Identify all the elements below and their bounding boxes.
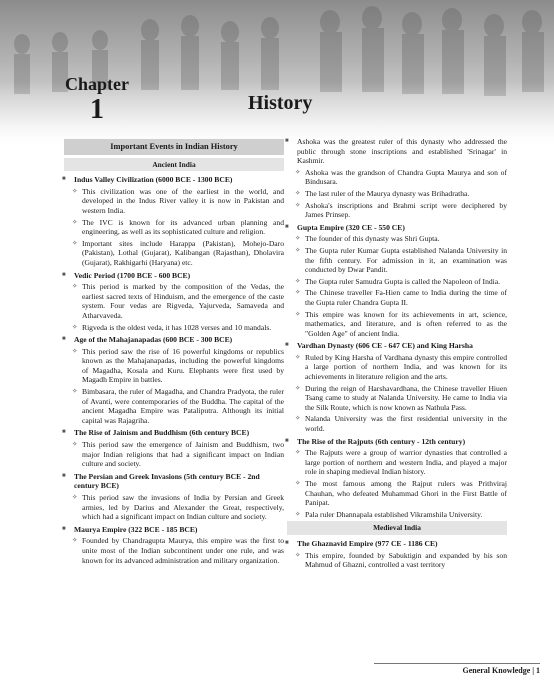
topic-heading: ■ Indus Valley Civilization (6000 BCE - 1300 BCE) (64, 175, 284, 185)
topic-point: ✧ Pala ruler Dhannapala established Vikramshila University. (287, 510, 507, 520)
topic-heading: ■ The Rise of the Rajputs (6th century - 12th century) (287, 437, 507, 447)
topic-point: ✧ During the reign of Harshavardhana, the Chinese traveller Hiuen Tsang came to study at Nalanda University. He came to India via the Silk Route, which is now known as Nathula Pass. (287, 384, 507, 413)
topic-heading: ■ The Persian and Greek Invasions (5th century BCE - 2nd century BCE) (64, 472, 284, 491)
topic-point: ✧ This empire was known for its achievements in art, science, mathematics, and literature, and is often referred to as the "Golden Age" of ancient India. (287, 310, 507, 339)
topic-heading: ■ The Rise of Jainism and Buddhism (6th century BCE) (64, 428, 284, 438)
topic-point: ✧ Important sites include Harappa (Pakistan), Mohejo-Daro (Pakistan), Lothal (Gujarat), Kalibangan (Rajasthan), Dholavira (Gujarat), Rakhigarhi (Haryana) etc. (64, 239, 284, 268)
topic-point: ✧ The Chinese traveller Fa-Hien came to India during the time of the Gupta ruler Chandra Gupta II. (287, 288, 507, 307)
topic-point: ✧ This period saw the rise of 16 powerful kingdoms or republics known as the Mahajanapadas, including the powerful kingdoms of Magadha, Kosala and Kuru. Elephants were first used by Magadh Empire in battles. (64, 347, 284, 385)
topic-point: ✧ This period saw the invasions of India by Persian and Greek armies, led by Darius and Alexander the Great, respectively, which had a significant impact on Indian culture and society. (64, 493, 284, 522)
topic-point: ✧ The founder of this dynasty was Shri Gupta. (287, 234, 507, 244)
topic-point: ✧ Bimbasara, the ruler of Magadha, and Chandra Pradyota, the ruler of Avanti, were contemporaries of the Buddha. The capital of the ancient Magadha Empire was Pataliputra. Although its initial capital was Rajagriha. (64, 387, 284, 425)
topic-point: ✧ This empire, founded by Sabuktigin and expanded by his son Mahmud of Ghazni, controlled a vast territory (287, 551, 507, 570)
chapter-title: History (248, 92, 313, 114)
topic-heading: ■ Vardhan Dynasty (606 CE - 647 CE) and King Harsha (287, 341, 507, 351)
topic-point: ✧ This civilization was one of the earliest in the world, and developed in the Indus River valley it is now in Pakistan and western India. (64, 187, 284, 216)
ashoka-intro: ■ Ashoka was the greatest ruler of this dynasty who addressed the public through stone inscriptions and established 'Srinagar' in Kashmir. (287, 137, 507, 166)
topic-point: ✧ This period saw the emergence of Jainism and Buddhism, two major Indian religions that had a significant impact on Indian culture and society. (64, 440, 284, 469)
topic-point: ✧ Ruled by King Harsha of Vardhana dynasty this empire controlled a large portion of northern India, and was known for its achievements in literature religion and the arts. (287, 353, 507, 382)
chapter-label: Chapter (65, 74, 129, 94)
topic-point: ✧ This period is marked by the composition of the Vedas, the earliest sacred texts of Hinduism, and the emergence of the caste system. Four vedas are Rigveda, Yajurveda, Samaveda and Atharvaveda. (64, 282, 284, 320)
topic-point: ✧ The Gupta ruler Samudra Gupta is called the Napoleon of India. (287, 277, 507, 287)
topic-point: ✧ Founded by Chandragupta Maurya, this empire was the first to unite most of the Indian subcontinent under one rule, and was known for its advanced administration and military organization. (64, 536, 284, 565)
right-column (287, 137, 507, 572)
topic-point: ✧ The IVC is known for its advanced urban planning and engineering, as well as its sophisticated culture and religion. (64, 218, 284, 237)
topic-heading: ■ Vedic Period (1700 BCE - 600 BCE) (64, 271, 284, 281)
page-footer: General Knowledge | 1 (374, 663, 540, 675)
topic-point: ✧ The most famous among the Rajput rulers was Prithviraj Chauhan, who defeated Muhammad Ghori in the First Battle of Panipat. (287, 479, 507, 508)
topic-heading: ■ Age of the Mahajanapadas (600 BCE - 300 BCE) (64, 335, 284, 345)
topic-point: ✧ The last ruler of the Maurya dynasty was Brihadratha. (287, 189, 507, 199)
section-medieval-india: Medieval India (287, 521, 507, 535)
events-box-title: Important Events in Indian History (64, 139, 284, 155)
topic-heading: ■ Gupta Empire (320 CE - 550 CE) (287, 223, 507, 233)
topic-point: ✧ The Gupta ruler Kumar Gupta established Nalanda University in the fifth century. For admission in it, an examination was conducted by Dwar Pandit. (287, 246, 507, 275)
topic-point: ✧ Rigveda is the oldest veda, it has 1028 verses and 10 mandals. (64, 323, 284, 333)
chapter-heading (62, 74, 132, 126)
chapter-number: 1 (90, 94, 104, 125)
topic-point: ✧ Nalanda University was the first residential university in the world. (287, 414, 507, 433)
topic-point: ✧ The Rajputs were a group of warrior dynasties that controlled a large portion of northern and western India, and played a major role in shaping medieval Indian history. (287, 448, 507, 477)
left-column (64, 137, 284, 567)
topic-heading: ■ The Ghaznavid Empire (977 CE - 1186 CE) (287, 539, 507, 549)
topic-point: ✧ Ashoka's inscriptions and Brahmi script were deciphered by James Prinsep. (287, 201, 507, 220)
topic-heading: ■ Maurya Empire (322 BCE - 185 BCE) (64, 525, 284, 535)
topic-point: ✧ Ashoka was the grandson of Chandra Gupta Maurya and son of Bindusara. (287, 168, 507, 187)
section-ancient-india: Ancient India (64, 158, 284, 172)
